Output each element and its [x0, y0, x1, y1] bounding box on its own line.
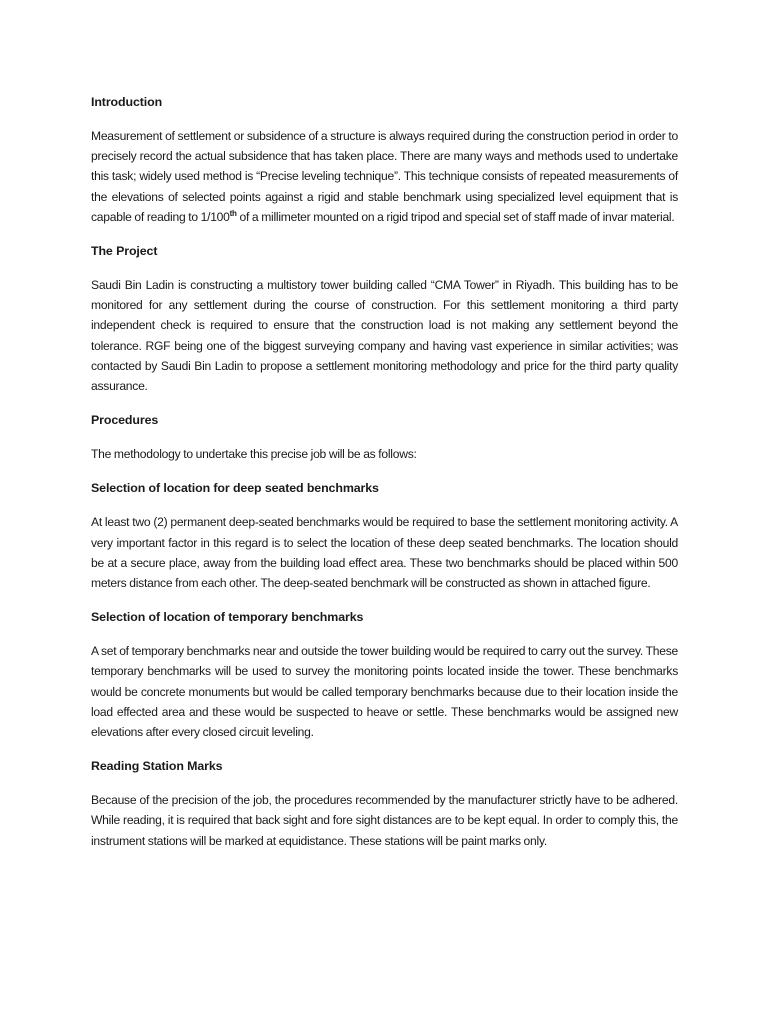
heading-introduction: Introduction [91, 95, 163, 109]
heading-reading-station-marks: Reading Station Marks [91, 759, 223, 774]
paragraph-the-project: Saudi Bin Ladin is constructing a multistory tower building called “CMA Tower” in Riyadh. This building has to be monitored for any settlement during the course of construction. For this settlement monitoring a third party independent check is required to ensure that the construction load is not making any settlement beyond the tolerance. RGF being one of the biggest surveying company and having vast experience in similar activities; was contacted by Saudi Bin Ladin to propose a settlement monitoring methodology and price for the third party quality assurance. [91, 278, 678, 394]
introduction-text-part1: Measurement of settlement or subsidence of a structure is always required during the construction period in order to precisely record the actual subsidence that has taken place. There are many ways and methods used to undertake this task; widely used method is “Precise leveling technique”. This technique consists of repeated measurements of the elevations of selected points against a rigid and stable benchmark using specialized level equipment that is capable of reading to 1/100 [91, 129, 678, 224]
heading-deep-seated-benchmarks: Selection of location for deep seated benchmarks [91, 481, 379, 496]
paragraph-temporary-benchmarks: A set of temporary benchmarks near and outside the tower building would be required to carry out the survey. These temporary benchmarks will be used to survey the monitoring points located inside the tower. These benchmarks would be concrete monuments but would be called temporary benchmarks because due to their location inside the load effected area and these would be suspected to heave or settle. These benchmarks would be assigned new elevations after every closed circuit leveling. [91, 644, 678, 740]
document-body [91, 92, 678, 865]
paragraph-introduction [91, 126, 678, 227]
heading-temporary-benchmarks: Selection of location of temporary benchmarks [91, 610, 364, 625]
paragraph-procedures: The methodology to undertake this precise job will be as follows: [91, 447, 417, 462]
paragraph-deep-seated-benchmarks: At least two (2) permanent deep-seated benchmarks would be required to base the settlement monitoring activity. A very important factor in this regard is to select the location of these deep seated benchmarks. The location should be at a secure place, away from the building load effect area. These two benchmarks should be placed within 500 meters distance from each other. The deep-seated benchmark will be constructed as shown in attached figure. [91, 515, 678, 591]
paragraph-reading-station-marks: Because of the precision of the job, the procedures recommended by the manufacturer strictly have to be adhered. While reading, it is required that back sight and fore sight distances are to be kept equal. In order to comply this, the instrument stations will be marked at equidistance. These stations will be paint marks only. [91, 793, 678, 848]
heading-procedures: Procedures [91, 413, 159, 428]
introduction-text-part2: of a millimeter mounted on a rigid tripod and special set of staff made of invar material. [236, 209, 675, 224]
ordinal-superscript: th [229, 208, 237, 218]
heading-the-project: The Project [91, 244, 158, 259]
